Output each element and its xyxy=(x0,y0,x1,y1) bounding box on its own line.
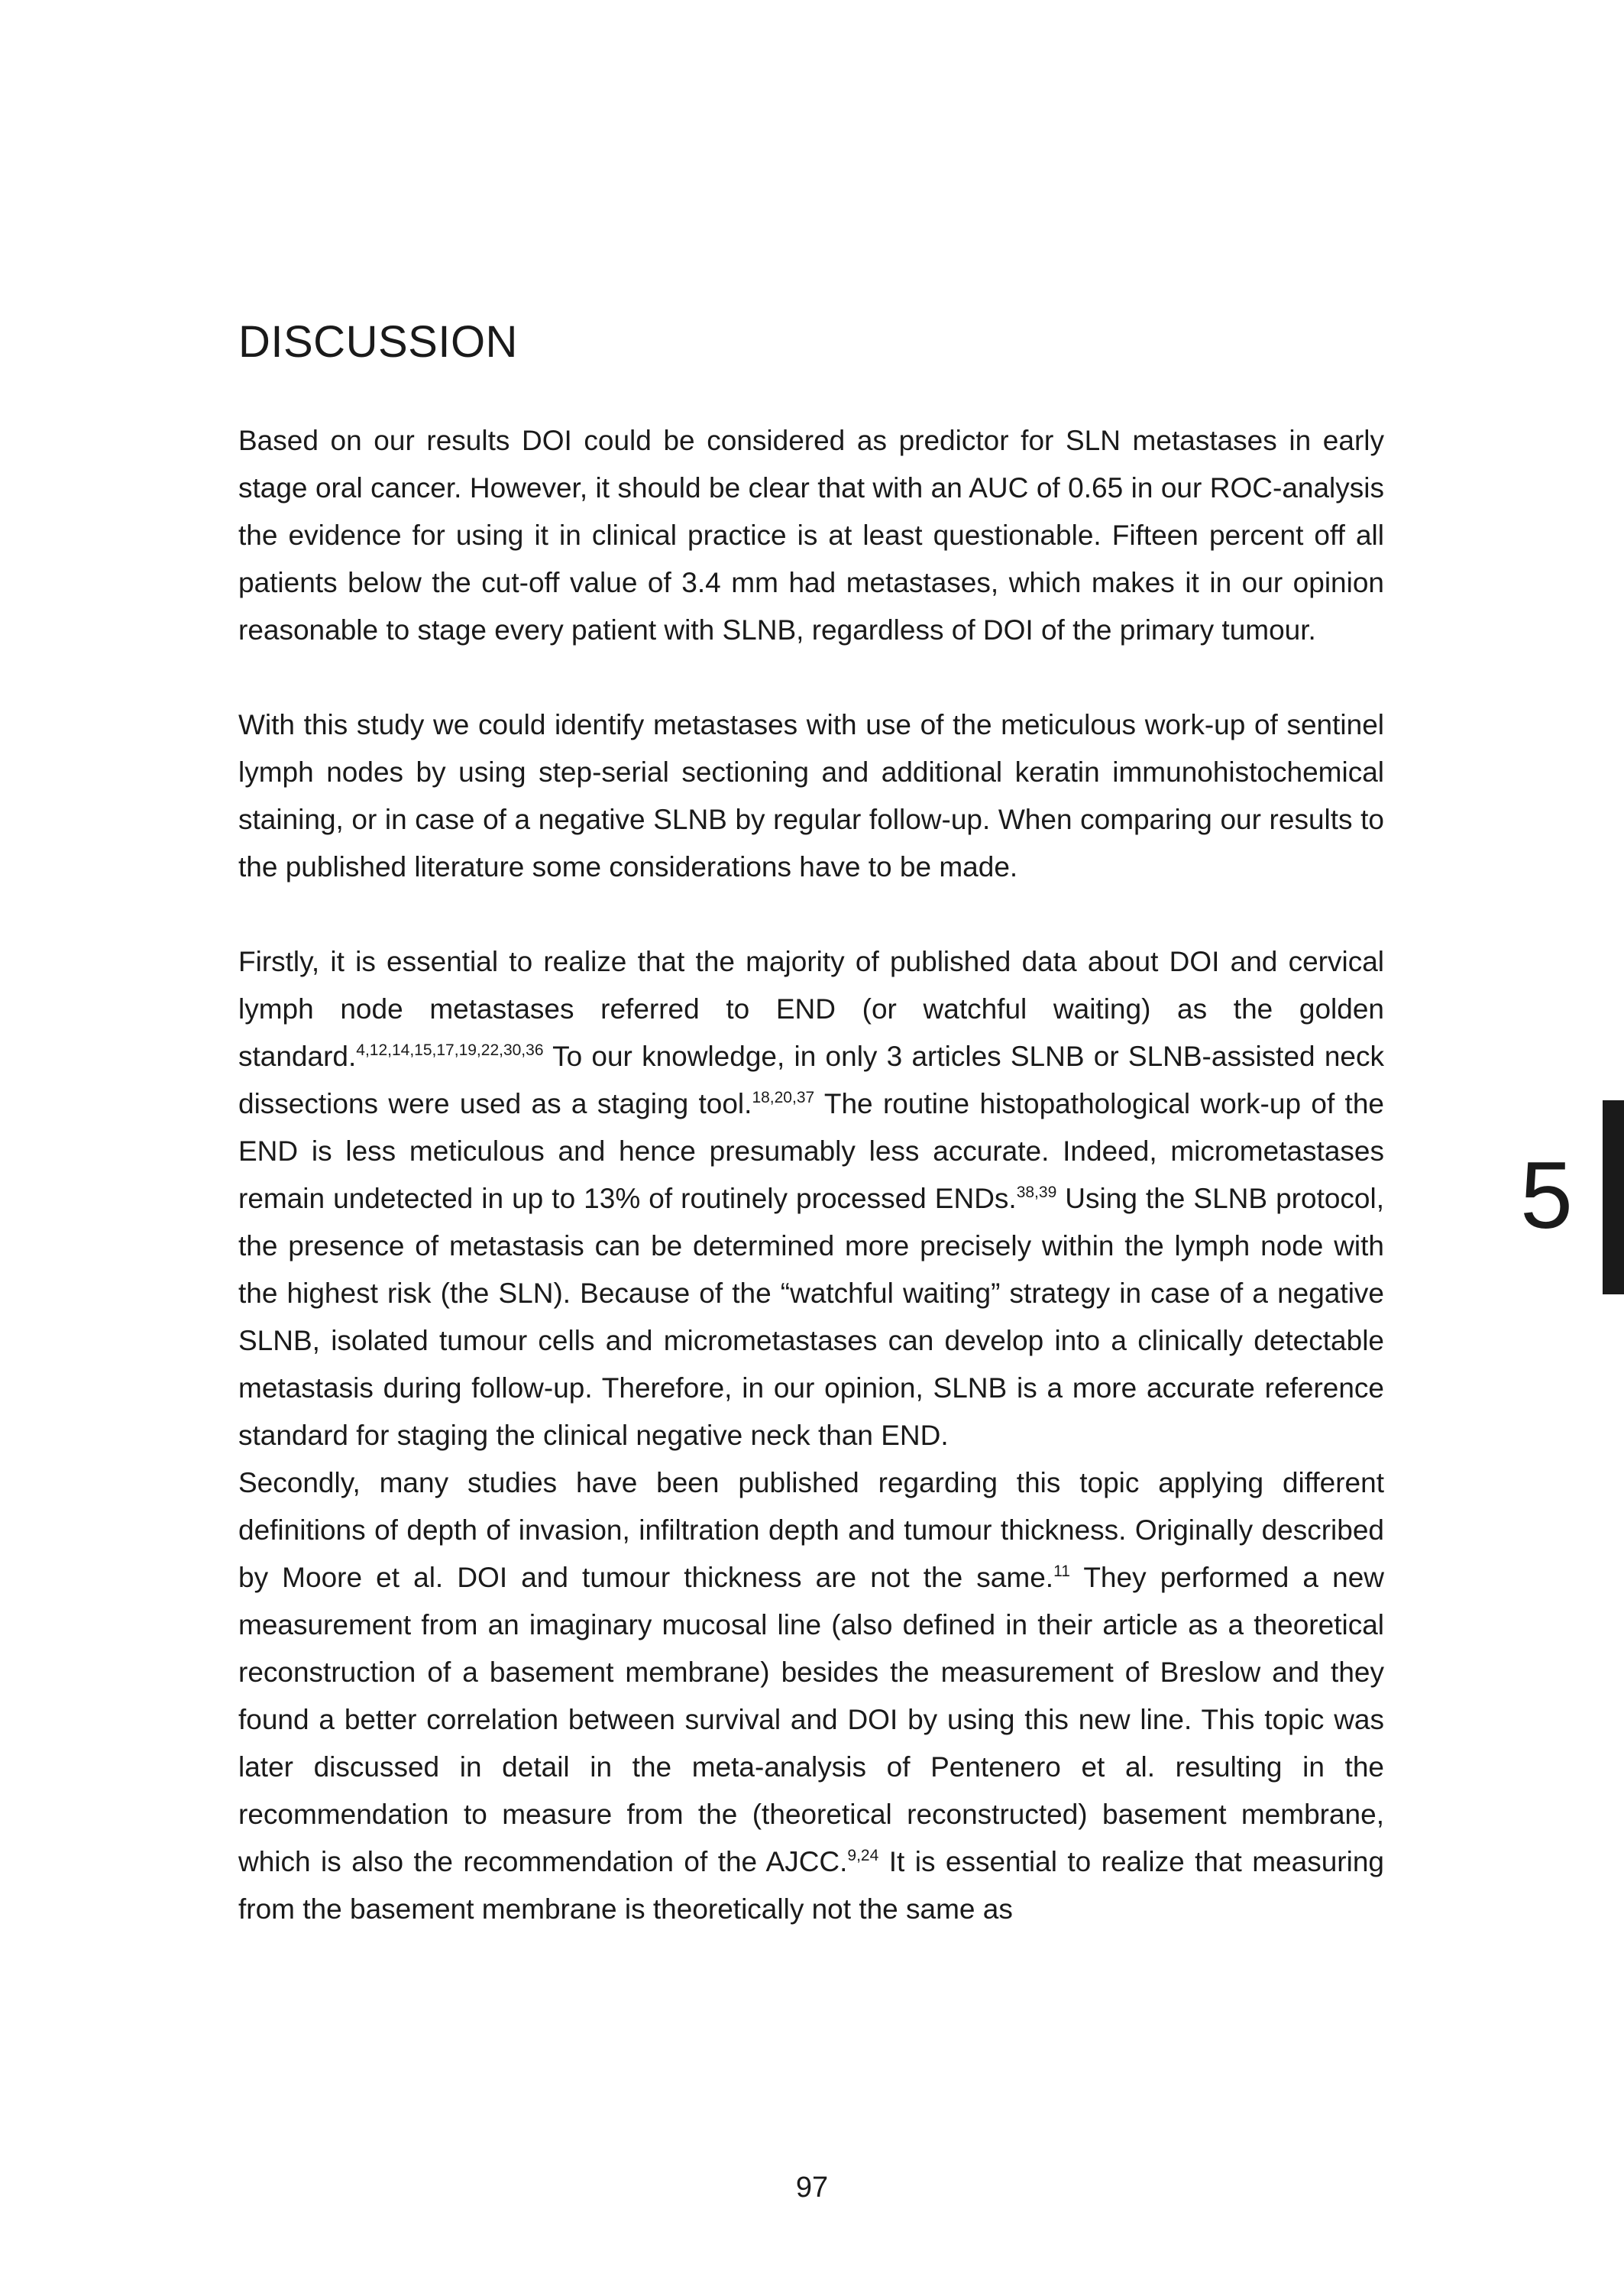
paragraph-text: Firstly, it is essential to realize that the majority of published data about DOI and cervical lymph node metastases referred to END (or watchful waiting) as the golden standard. xyxy=(238,946,1384,1072)
citation-superscript: 11 xyxy=(1053,1563,1070,1580)
section-heading: DISCUSSION xyxy=(238,317,518,367)
paragraph-text: It is essential to realize that measuring from the basement membrane is theoretically not the same as xyxy=(238,1846,1384,1925)
paragraph xyxy=(238,938,1384,1459)
citation-superscript: 18,20,37 xyxy=(752,1089,815,1106)
paragraph-text: With this study we could identify metastases with use of the meticulous work-up of sentinel lymph nodes by using step-serial sectioning and additional keratin immunohistochemical staining, or in case of a negative SLNB by regular follow-up. When comparing our results to the published literature some considerations have to be made. xyxy=(238,709,1384,883)
paragraph-text: To our knowledge, in only 3 articles SLNB or SLNB-assisted neck dissections were used as a staging tool. xyxy=(238,1041,1384,1119)
citation-superscript: 38,39 xyxy=(1016,1184,1057,1201)
paragraph-text: The routine histopathological work-up of the END is less meticulous and hence presumably less accurate. Indeed, micrometastases remain undetected in up to 13% of routinely processed ENDs. xyxy=(238,1088,1384,1214)
paragraph-text: They performed a new measurement from an imaginary mucosal line (also defined in their article as a theoretical reconstruction of a basement membrane) besides the measurement of Breslow and they found a better correlation between survival and DOI by using this new line. This topic was later discussed in detail in the meta-analysis of Pentenero et al. resulting in the recommendation to measure from the (theoretical reconstructed) basement membrane, which is also the recommendation of the AJCC. xyxy=(238,1562,1384,1877)
paragraph xyxy=(238,417,1384,654)
paragraph-text: Secondly, many studies have been published regarding this topic applying different definitions of depth of invasion, infiltration depth and tumour thickness. Originally described by Moore et al. DOI and tumour thickness are not the same. xyxy=(238,1467,1384,1593)
body-text xyxy=(238,417,1384,1933)
chapter-tab-bar xyxy=(1603,1100,1624,1294)
paragraph xyxy=(238,701,1384,891)
chapter-number: 5 xyxy=(1520,1143,1573,1249)
paragraph xyxy=(238,1459,1384,1933)
paragraph-text: Based on our results DOI could be considered as predictor for SLN metastases in early stage oral cancer. However, it should be clear that with an AUC of 0.65 in our ROC-analysis the evidence for using it in clinical practice is at least questionable. Fifteen percent off all patients below the cut-off value of 3.4 mm had metastases, which makes it in our opinion reasonable to stage every patient with SLNB, regardless of DOI of the primary tumour. xyxy=(238,425,1384,646)
citation-superscript: 4,12,14,15,17,19,22,30,36 xyxy=(356,1041,544,1059)
page-number: 97 xyxy=(795,2172,829,2204)
paragraph-text: Using the SLNB protocol, the presence of metastasis can be determined more precisely within the lymph node with the highest risk (the SLN). Because of the “watchful waiting” strategy in case of a negative SLNB, isolated tumour cells and micrometastases can develop into a clinically detectable metastasis during follow-up. Therefore, in our opinion, SLNB is a more accurate reference standard for staging the clinical negative neck than END. xyxy=(238,1183,1385,1451)
citation-superscript: 9,24 xyxy=(847,1847,879,1864)
